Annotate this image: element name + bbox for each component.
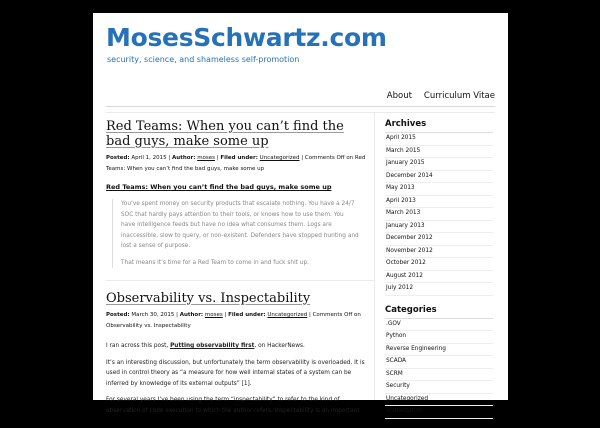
meta-filed-label: Filed under: xyxy=(228,312,266,318)
archives-heading: Archives xyxy=(385,119,493,133)
paragraph-text: I ran across this post, xyxy=(106,343,169,349)
meta-author-link[interactable]: moses xyxy=(197,155,216,161)
post-meta: Posted: March 30, 2015 | Author: moses | Filed under: Uncategorized | Comments Off on Observability vs. Inspectability xyxy=(106,312,361,329)
site-title[interactable]: MosesSchwartz.com xyxy=(106,23,387,52)
post-inline-link[interactable]: Putting observability first xyxy=(170,343,255,349)
meta-date: April 1, 2015 xyxy=(131,155,167,161)
meta-comments: Comments Off on Observability vs. Inspectability xyxy=(106,312,361,329)
post-meta: Posted: April 1, 2015 | Author: moses | Filed under: Uncategorized | Comments Off on Red Teams: When you can’t find the bad guys, make some up xyxy=(106,155,366,172)
meta-author-label: Author: xyxy=(172,155,196,161)
meta-posted-label: Posted: xyxy=(106,312,130,318)
archive-item[interactable]: March 2015 xyxy=(385,146,493,159)
category-item[interactable]: Security xyxy=(385,381,493,394)
meta-author-label: Author: xyxy=(179,312,204,318)
archive-item[interactable]: January 2015 xyxy=(385,158,493,171)
meta-filed-label: Filed under: xyxy=(220,155,258,161)
meta-author-link[interactable]: moses xyxy=(204,312,223,318)
category-item[interactable]: SCRM xyxy=(385,369,493,382)
post-title[interactable]: Observability vs. Inspectability xyxy=(106,291,311,306)
category-item[interactable]: Visualization xyxy=(385,406,493,419)
post-external-link[interactable]: Red Teams: When you can’t find the bad guys, make some up xyxy=(106,183,332,191)
meta-comments: Comments Off on Red Teams: When you can’t find the bad guys, make some up xyxy=(106,155,366,172)
meta-category-link[interactable]: Uncategorized xyxy=(259,155,300,161)
archive-item[interactable]: April 2015 xyxy=(385,133,493,146)
nav-rule xyxy=(106,106,495,107)
post-blockquote xyxy=(112,199,359,268)
post-paragraph: For several years I’ve been using the term “inspectability” to refer to the kind of observation of code execution to which the author refers. Inspectability is an important xyxy=(106,397,360,414)
archive-item[interactable]: April 2013 xyxy=(385,196,493,209)
post-separator xyxy=(106,280,375,281)
nav-about[interactable]: About xyxy=(386,91,412,101)
meta-date: March 30, 2015 xyxy=(131,312,175,318)
archive-item[interactable]: May 2013 xyxy=(385,183,493,196)
archive-item[interactable]: August 2012 xyxy=(385,271,493,284)
post xyxy=(106,119,371,268)
category-item[interactable]: SCADA xyxy=(385,356,493,369)
category-item[interactable]: Python xyxy=(385,331,493,344)
post-paragraph xyxy=(106,341,371,352)
paragraph-text: , on HackerNews. xyxy=(254,343,305,349)
archive-item[interactable]: December 2014 xyxy=(385,171,493,184)
main-nav xyxy=(375,91,495,101)
sidebar xyxy=(385,119,493,428)
quote-paragraph: That means it’s time for a Red Team to come in and fuck shit up. xyxy=(121,259,309,266)
post-title[interactable]: Red Teams: When you can’t find the bad guys, make some up xyxy=(106,119,344,149)
meta-category-link[interactable]: Uncategorized xyxy=(267,312,308,318)
archive-item[interactable]: January 2013 xyxy=(385,221,493,234)
category-item[interactable]: Uncategorized xyxy=(385,394,493,407)
main-content xyxy=(106,119,371,422)
archive-item[interactable]: March 2013 xyxy=(385,208,493,221)
quote-paragraph: You’ve spent money on security products that escalate nothing. You have a 24/7 SOC that hardly pays attention to their tools, or knows how to use them. You have intelligence feeds but have no idea what consumes them. Logs are inaccessible, slow to query, or non-existent. Defenders have stopped hunting and lost a sense of purpose. xyxy=(121,201,359,249)
categories-list xyxy=(385,319,493,419)
site-tagline: security, science, and shameless self-promotion xyxy=(107,55,300,64)
category-item[interactable]: .GOV xyxy=(385,319,493,332)
categories-widget xyxy=(385,305,493,419)
page xyxy=(93,13,508,414)
content-rule xyxy=(106,112,495,113)
archives-list xyxy=(385,133,493,296)
category-item[interactable]: Reverse Engineering xyxy=(385,344,493,357)
categories-heading: Categories xyxy=(385,305,493,319)
archive-item[interactable]: December 2012 xyxy=(385,233,493,246)
archive-item[interactable]: November 2012 xyxy=(385,246,493,259)
nav-curriculum-vitae[interactable]: Curriculum Vitae xyxy=(423,91,495,101)
archive-item[interactable]: October 2012 xyxy=(385,258,493,271)
archives-widget xyxy=(385,119,493,296)
column-divider xyxy=(374,113,375,400)
post-paragraph: It’s an interesting discussion, but unfortunately the term observability is overloaded. It is used in control theory as “a measure for how well internal states of a system can be inferred by knowledge of its external outputs” [1]. xyxy=(106,359,365,387)
post xyxy=(106,291,371,416)
meta-posted-label: Posted: xyxy=(106,155,130,161)
archive-item[interactable]: July 2012 xyxy=(385,283,493,296)
